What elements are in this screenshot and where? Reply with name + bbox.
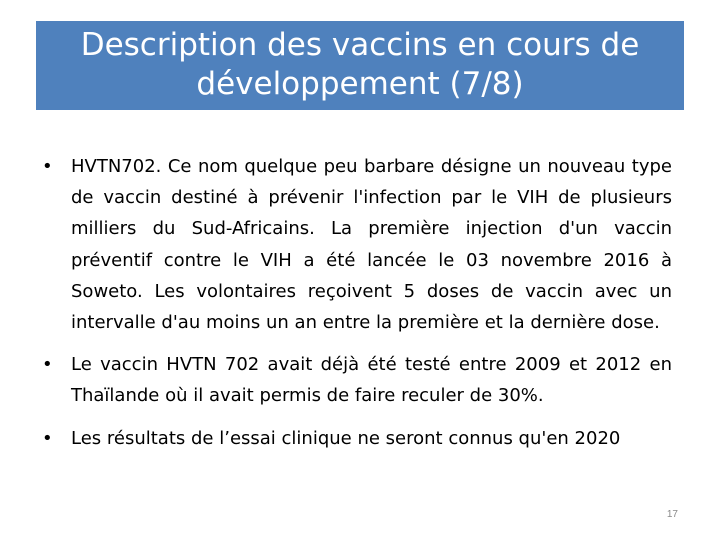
bullet-text: Les résultats de l’essai clinique ne seront connus qu'en 2020 <box>71 427 621 449</box>
slide-number: 17 <box>666 509 678 520</box>
bullet-item <box>36 151 672 338</box>
bullet-icon: • <box>42 156 53 177</box>
bullet-list <box>36 151 672 454</box>
bullet-text: Le vaccin HVTN 702 avait déjà été testé entre 2009 et 2012 en Thaïlande où il avait permis de faire reculer de 30%. <box>71 354 672 407</box>
bullet-item <box>36 423 672 454</box>
slide-title <box>81 26 640 106</box>
bullet-icon: • <box>42 427 53 449</box>
bullet-text: HVTN702. Ce nom quelque peu barbare désigne un nouveau type de vaccin destiné à prévenir l'infection par le VIH de plusieurs milliers du Sud-Africains. La première injection d'un vaccin préventif contre le VIH a été lancée le 03 novembre 2016 à Soweto. Les volontaires reçoivent 5 doses de vaccin avec un intervalle d'au moins un an entre la première et la dernière dose. <box>71 156 672 334</box>
bullet-icon: • <box>42 354 53 376</box>
slide-title-line-2: développement (7/8) <box>196 65 524 102</box>
slide-title-line-1: Description des vaccins en cours de <box>80 26 640 63</box>
bullet-item <box>36 349 672 411</box>
title-banner <box>36 21 684 110</box>
